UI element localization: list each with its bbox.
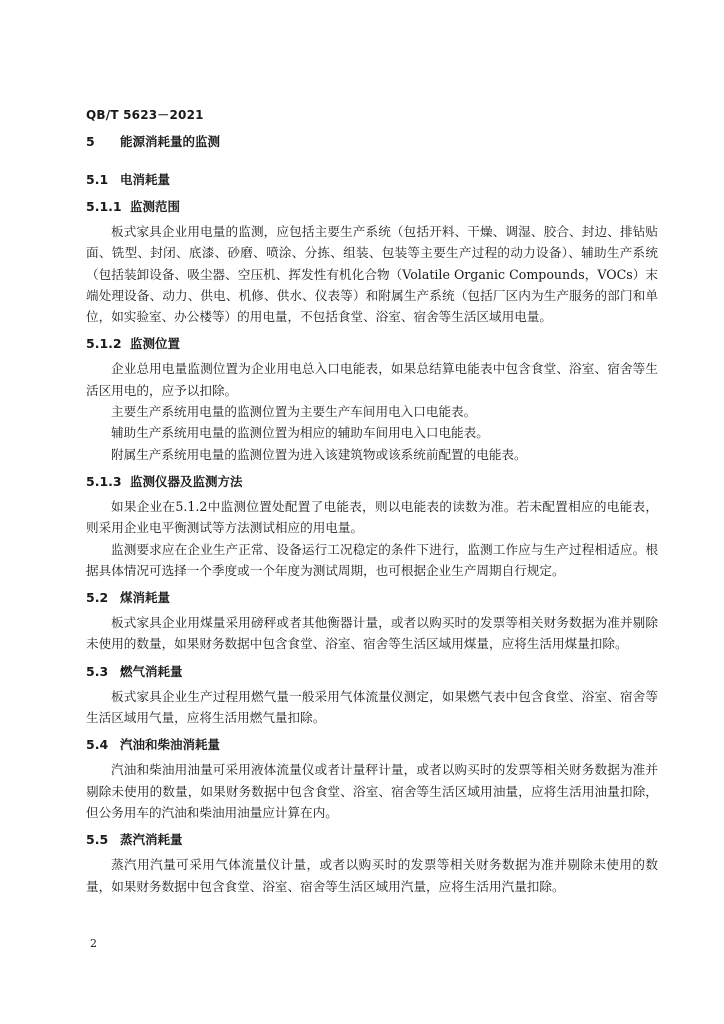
section-title: 电消耗量 <box>120 172 171 187</box>
section-body-5-4 <box>86 759 658 823</box>
page-number: 2 <box>90 937 97 950</box>
section-body-5-1-1 <box>86 221 658 327</box>
paragraph: 附属生产系统用电量的监测位置为进入该建筑物或该系统前配置的电能表。 <box>111 446 527 462</box>
section-title: 能源消耗量的监测 <box>120 134 221 149</box>
section-number: 5.1.1 <box>86 199 122 214</box>
section-number: 5.5 <box>86 832 109 848</box>
section-title: 燃气消耗量 <box>120 663 183 679</box>
section-title: 蒸汽消耗量 <box>120 832 183 848</box>
section-heading-5 <box>86 132 658 152</box>
section-number: 5 <box>86 134 95 149</box>
section-number: 5.3 <box>86 663 109 679</box>
paragraph: 辅助生产系统用电量的监测位置为相应的辅助车间用电入口电能表。 <box>111 425 489 441</box>
section-number: 5.2 <box>86 590 109 606</box>
section-number: 5.1.2 <box>86 336 122 352</box>
paragraph: 板式家具企业用电量的监测，应包括主要生产系统（包括开料、干燥、调湿、胶合、封边、排钻贴面、铣型、封闭、底漆、砂磨、喷涂、分拣、组装、包装等主要生产过程的动力设备）、辅助生产系统（包括装卸设备、吸尘器、空压机、挥发性有机化合物（Volatile Organic Compounds，VOCs）末端处理设备、动力、供电、机修、供水、仪表等）和附属生产系统（包括厂区内为生产服务的部门和单位，如实验室、办公楼等）的用电量，不包括食堂、浴室、宿舍等生活区域用电量。 <box>86 224 658 325</box>
section-heading-5-2 <box>86 588 658 608</box>
paragraph: 企业总用电量监测位置为企业用电总入口电能表，如果总结算电能表中包含食堂、浴室、宿舍等生活区用电的，应予以扣除。 <box>86 361 658 398</box>
section-heading-5-5 <box>86 830 658 850</box>
paragraph: 板式家具企业生产过程用燃气量一般采用气体流量仪测定，如果燃气表中包含食堂、浴室、宿舍等生活区域用气量，应将生活用燃气量扣除。 <box>86 688 658 726</box>
section-title: 汽油和柴油消耗量 <box>120 737 221 753</box>
section-title: 监测位置 <box>130 336 181 352</box>
paragraph: 汽油和柴油用油量可采用液体流量仪或者计量秤计量，或者以购买时的发票等相关财务数据为准并剔除未使用的数量，如果财务数据中包含食堂、浴室、宿舍等生活区域用油量，应将生活用油量扣除，但公务用车的汽油和柴油用油量应计算在内。 <box>86 762 658 820</box>
section-number: 5.1 <box>86 172 109 187</box>
section-body-5-1-3 <box>86 496 658 581</box>
section-body-5-5 <box>86 854 658 897</box>
section-heading-5-1-1 <box>86 197 658 217</box>
section-heading-5-4 <box>86 735 658 755</box>
standard-code: QB/T 5623－2021 <box>86 108 204 122</box>
paragraph: 监测要求应在企业生产正常、设备运行工况稳定的条件下进行，监测工作应与生产过程相适应。根据具体情况可选择一个季度或一个年度为测试周期，也可根据企业生产周期自行规定。 <box>86 541 658 578</box>
paragraph: 板式家具企业用煤量采用磅秤或者其他衡器计量，或者以购买时的发票等相关财务数据为准并剔除未使用的数量，如果财务数据中包含食堂、浴室、宿舍等生活区域用煤量，应将生活用煤量扣除。 <box>86 615 658 652</box>
section-heading-5-1 <box>86 170 658 190</box>
section-title: 煤消耗量 <box>120 590 171 606</box>
section-body-5-1-2 <box>86 358 658 464</box>
section-number: 5.1.3 <box>86 473 122 489</box>
paragraph: 蒸汽用汽量可采用气体流量仪计量，或者以购买时的发票等相关财务数据为准并剔除未使用的数量，如果财务数据中包含食堂、浴室、宿舍等生活区域用汽量，应将生活用汽量扣除。 <box>86 857 658 894</box>
section-heading-5-3 <box>86 662 658 682</box>
document-body <box>86 132 658 897</box>
section-heading-5-1-2 <box>86 334 658 354</box>
paragraph: 如果企业在5.1.2中监测位置处配置了电能表，则以电能表的读数为准。若未配置相应的电能表，则采用企业电平衡测试等方法测试相应的用电量。 <box>86 498 658 536</box>
paragraph: 主要生产系统用电量的监测位置为主要生产车间用电入口电能表。 <box>111 404 477 420</box>
section-body-5-3 <box>86 686 658 729</box>
section-number: 5.4 <box>86 737 109 753</box>
section-title: 监测仪器及监测方法 <box>130 473 243 489</box>
section-title: 监测范围 <box>130 199 181 214</box>
section-body-5-2 <box>86 612 658 655</box>
section-heading-5-1-3 <box>86 472 658 492</box>
